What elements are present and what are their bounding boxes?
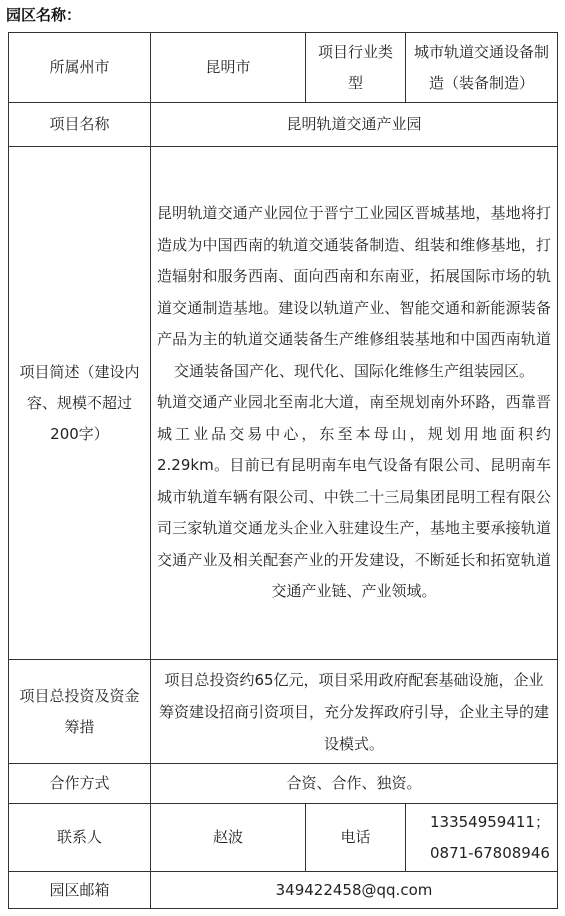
description-label — [9, 147, 151, 660]
investment-label — [9, 660, 151, 764]
description-label-text: 项目简述（建设内容、规模不超过200字） — [19, 362, 140, 443]
cooperation-value: 合资、合作、独资。 — [151, 764, 558, 804]
phone-landline: 0871-67808946 — [430, 843, 550, 862]
contact-value: 赵波 — [151, 804, 306, 872]
table-row-contact — [9, 804, 558, 872]
page-title: 园区名称： — [6, 6, 82, 24]
project-name-label: 项目名称 — [9, 103, 151, 147]
investment-value: 项目总投资约65亿元，项目采用政府配套基础设施，企业筹资建设招商引资项目，充分发挥政府引导，企业主导的建设模式。 — [151, 660, 558, 764]
phone-value — [406, 804, 558, 872]
table-row-investment — [9, 660, 558, 764]
email-label: 园区邮箱 — [9, 872, 151, 909]
phone-mobile: 13354959411； — [430, 812, 550, 831]
description-value — [151, 147, 558, 660]
contact-label: 联系人 — [9, 804, 151, 872]
project-name-value: 昆明轨道交通产业园 — [151, 103, 558, 147]
city-label: 所属州市 — [9, 33, 151, 103]
cooperation-label: 合作方式 — [9, 764, 151, 804]
industry-value-text: 城市轨道交通设备制造（装备制造） — [413, 42, 549, 92]
city-value: 昆明市 — [151, 33, 306, 103]
table-row-description — [9, 147, 558, 660]
table-row-name — [9, 103, 558, 147]
industry-value — [406, 33, 558, 103]
table-row-city — [9, 33, 558, 103]
description-paragraph-1: 昆明轨道交通产业园位于晋宁工业园区晋城基地，基地将打造成为中国西南的轨道交通装备制造、组装和维修基地，打造辐射和服务西南、面向西南和东南亚，拓展国际市场的轨道交通制造基地。建设以轨道产业、智能交通和新能源装备产品为主的轨道交通装备生产维修组装基地和中国西南轨道交通装备国产化、现代化、国际化维修生产组装园区。 — [157, 204, 551, 380]
phone-label: 电话 — [306, 804, 406, 872]
industry-label-text: 项目行业类型 — [317, 42, 393, 92]
email-value: 349422458@qq.com — [151, 872, 558, 909]
industry-label — [306, 33, 406, 103]
table-row-email — [9, 872, 558, 909]
project-info-table — [8, 32, 558, 909]
description-paragraph-2: 轨道交通产业园北至南北大道，南至规划南外环路，西靠晋城工业品交易中心，东至本母山，规划用地面积约2.29km。目前已有昆明南车电气设备有限公司、昆明南车城市轨道车辆有限公司、中铁二十三局集团昆明工程有限公司三家轨道交通龙头企业入驻建设生产，基地主要承接轨道交通产业及相关配套产业的开发建设，不断延长和拓宽轨道交通产业链、产业领域。 — [157, 393, 551, 601]
investment-label-text: 项目总投资及资金筹措 — [19, 686, 140, 736]
table-row-cooperation — [9, 764, 558, 804]
